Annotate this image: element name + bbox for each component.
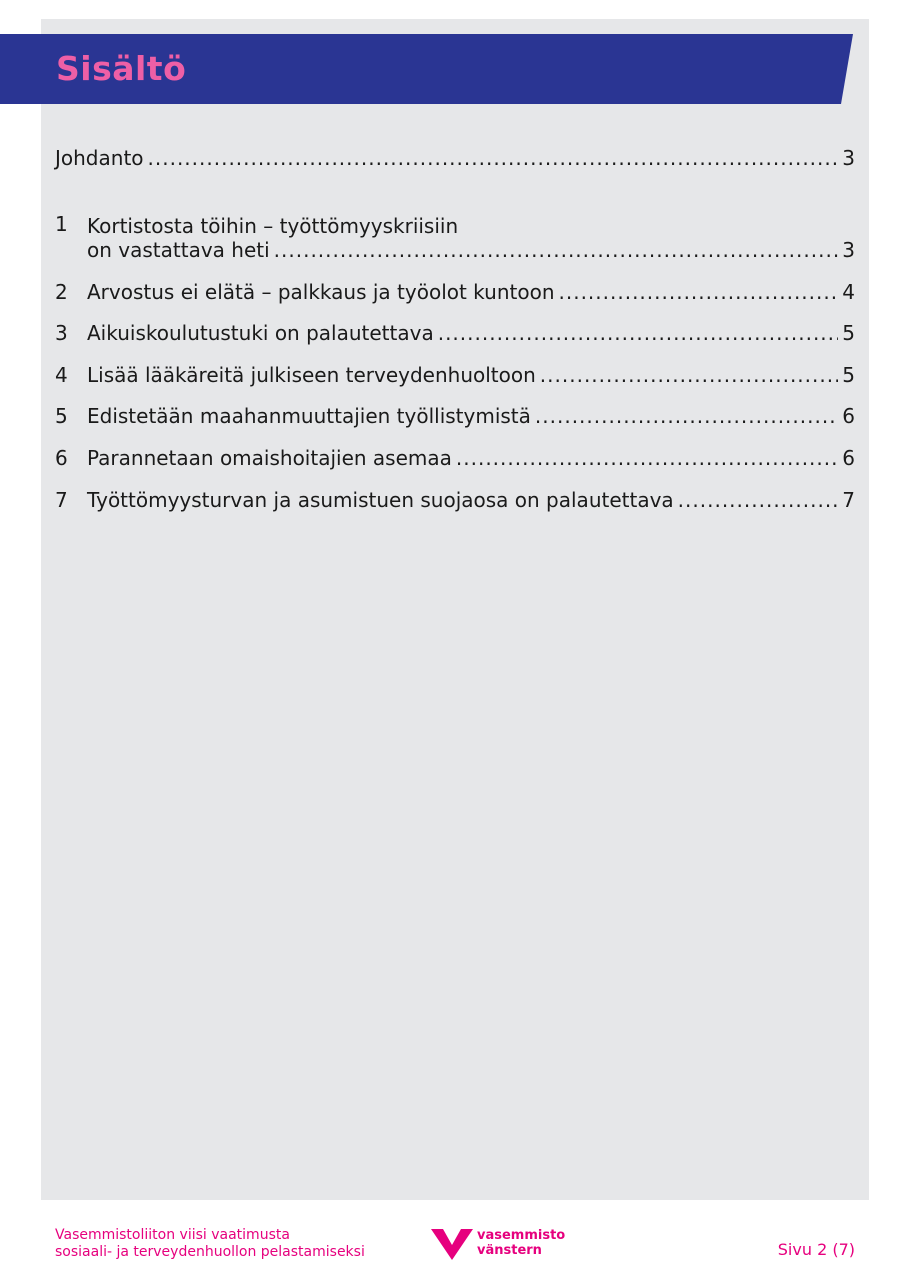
toc-page-number: 3 — [842, 146, 855, 170]
toc-leader — [540, 363, 838, 387]
toc-leader — [274, 238, 839, 262]
logo-text-line-1: vasemmisto — [477, 1228, 566, 1243]
toc-page-number: 5 — [842, 321, 855, 345]
footer-line-1: Vasemmistoliiton viisi vaatimusta — [55, 1227, 290, 1243]
footer-caption — [55, 1227, 365, 1261]
toc-entry-number: 7 — [55, 488, 68, 512]
toc-entry-label-line2: on vastattava heti — [87, 238, 270, 262]
toc-page-number: 6 — [842, 446, 855, 470]
toc-entry-7[interactable] — [55, 488, 855, 512]
toc-entry-6[interactable] — [55, 446, 855, 470]
toc-leader — [678, 488, 839, 512]
toc-entry-4[interactable] — [55, 363, 855, 387]
toc-entry-label: Työttömyysturvan ja asumistuen suojaosa on palautettava — [87, 488, 674, 512]
content-panel — [41, 19, 869, 1200]
toc-entry-intro[interactable] — [55, 146, 855, 170]
toc-entry-number: 4 — [55, 363, 68, 387]
toc-entry-label: Lisää lääkäreitä julkiseen terveydenhuoltoon — [87, 363, 536, 387]
toc-page-number: 4 — [842, 280, 855, 304]
toc-entry-number: 6 — [55, 446, 68, 470]
toc-entry-5[interactable] — [55, 404, 855, 428]
toc-entry-label: Edistetään maahanmuuttajien työllistymistä — [87, 404, 531, 428]
page-title: Sisältö — [56, 49, 187, 88]
footer-line-2: sosiaali- ja terveydenhuollon pelastamiseksi — [55, 1244, 365, 1260]
toc-entry-label: Arvostus ei elätä – palkkaus ja työolot kuntoon — [87, 280, 555, 304]
toc-entry-3[interactable] — [55, 321, 855, 345]
toc-leader — [148, 146, 839, 170]
logo-mark-icon — [431, 1226, 473, 1262]
toc-page-number: 6 — [842, 404, 855, 428]
toc-entry-1[interactable] — [55, 212, 855, 262]
toc-entry-label: Aikuiskoulutustuki on palautettava — [87, 321, 434, 345]
logo-text-line-2: vänstern — [477, 1243, 542, 1258]
toc-leader — [438, 321, 839, 345]
toc-leader — [559, 280, 839, 304]
toc-entry-number: 1 — [55, 212, 68, 236]
toc-entry-number: 5 — [55, 404, 68, 428]
toc-entry-number: 3 — [55, 321, 68, 345]
title-banner — [0, 34, 853, 104]
toc-page-number: 3 — [842, 238, 855, 262]
toc-leader — [456, 446, 838, 470]
toc-leader — [535, 404, 838, 428]
page-number-label: Sivu 2 (7) — [777, 1240, 855, 1259]
toc-entry-2[interactable] — [55, 280, 855, 304]
toc-page-number: 5 — [842, 363, 855, 387]
toc-entry-label: Johdanto — [55, 146, 144, 170]
vasemmisto-logo — [431, 1226, 571, 1262]
toc-entry-label: Parannetaan omaishoitajien asemaa — [87, 446, 452, 470]
logo-wordmark — [477, 1228, 565, 1258]
toc-page-number: 7 — [842, 488, 855, 512]
toc-entry-label-line1: Kortistosta töihin – työttömyyskriisiin — [87, 214, 459, 238]
toc-entry-number: 2 — [55, 280, 68, 304]
